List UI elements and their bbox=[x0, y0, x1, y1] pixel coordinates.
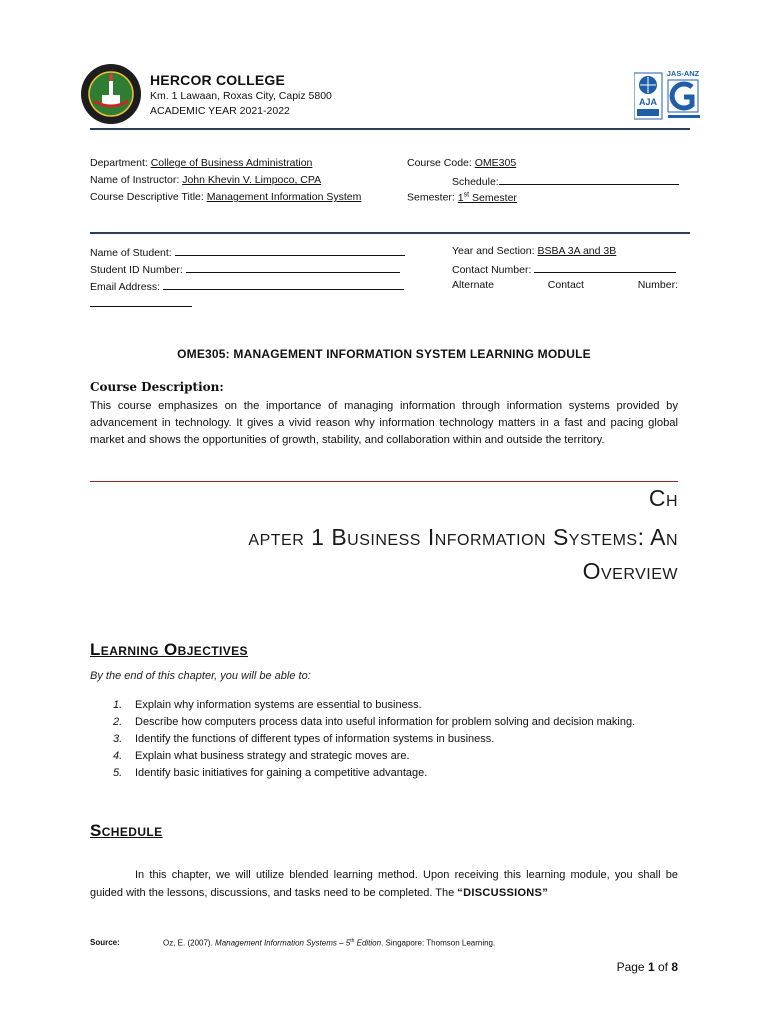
email-blank-continued bbox=[90, 296, 192, 307]
student-id-line: Student ID Number: bbox=[90, 262, 400, 276]
email-blank bbox=[163, 279, 404, 290]
contact-line: Contact Number: bbox=[452, 262, 676, 276]
accreditation-logos bbox=[634, 67, 704, 123]
course-title-value: Management Information System bbox=[206, 191, 362, 203]
college-name: HERCOR COLLEGE bbox=[150, 72, 286, 88]
discussions-keyword: “DISCUSSIONS” bbox=[457, 887, 548, 899]
aja-logo-text: AJA bbox=[638, 97, 658, 107]
college-address: Km. 1 Lawaan, Roxas City, Capiz 5800 bbox=[150, 90, 332, 102]
objectives-list bbox=[90, 697, 678, 782]
objective-item: 1. Explain why information systems are essential to business. bbox=[113, 699, 422, 711]
chapter-heading-line2: apter 1 Business Information Systems: An bbox=[248, 524, 678, 550]
contact-blank bbox=[534, 262, 676, 273]
objective-item: 4. Explain what business strategy and strategic moves are. bbox=[113, 750, 410, 762]
objective-item: 2. Describe how computers process data into useful information for problem solving and decision making. bbox=[113, 716, 636, 728]
student-name-blank bbox=[175, 245, 405, 256]
schedule-heading: Schedule bbox=[90, 821, 163, 840]
course-description-heading: Course Description: bbox=[90, 380, 224, 394]
course-description: This course emphasizes on the importance of managing information through information systems provided by advancement in technology. It gives a vivid reason why information technology matters in a fast and pacing global market and shows the opportunities of growth, stability, and collaboration within and outside the territory. bbox=[90, 400, 678, 446]
schedule-paragraph: In this chapter, we will utilize blended learning method. Upon receiving this learning module, you shall be guided with the lessons, discussions, and tasks need to be completed. The “DISCUSSIONS” bbox=[90, 869, 678, 899]
schedule-line: Schedule: bbox=[452, 174, 679, 188]
semester-value: 1st Semester bbox=[457, 191, 517, 204]
objective-item: 5. Identify basic initiatives for gaining a competitive advantage. bbox=[113, 767, 428, 779]
objectives-intro: By the end of this chapter, you will be able to: bbox=[90, 670, 311, 682]
chapter-rule bbox=[90, 481, 678, 482]
instructor-value: John Khevin V. Limpoco, CPA bbox=[182, 174, 322, 186]
chapter-number: 1 bbox=[311, 524, 325, 550]
module-title: OME305: MANAGEMENT INFORMATION SYSTEM LEARNING MODULE bbox=[177, 347, 591, 361]
header-divider bbox=[90, 128, 690, 130]
year-section-line: Year and Section: BSBA 3A and 3B bbox=[452, 245, 664, 257]
learning-objectives-heading: Learning Objectives bbox=[90, 640, 248, 659]
email-line: Email Address: bbox=[90, 279, 404, 293]
semester-line: Semester: 1st Semester bbox=[407, 191, 605, 204]
instructor-line: Name of Instructor: John Khevin V. Limpoco, CPA bbox=[90, 174, 363, 186]
student-name-line: Name of Student: bbox=[90, 245, 405, 259]
chapter-heading-line3: Overview bbox=[582, 558, 678, 584]
objective-item: 3. Identify the functions of different types of information systems in business. bbox=[113, 733, 495, 745]
schedule-blank bbox=[499, 174, 679, 185]
chapter-heading-line1: Ch bbox=[648, 485, 678, 511]
jasanz-logo-text: JAS-ANZ bbox=[666, 69, 700, 78]
year-section-value: BSBA 3A and 3B bbox=[537, 245, 617, 257]
college-seal-logo bbox=[80, 63, 142, 125]
course-code-line: Course Code: OME305 bbox=[407, 157, 638, 169]
student-id-blank bbox=[186, 262, 400, 273]
department-line: Department: College of Business Administration bbox=[90, 157, 360, 169]
source-label: Source: bbox=[90, 938, 120, 947]
academic-year: ACADEMIC YEAR 2021-2022 bbox=[150, 105, 290, 117]
source-citation: Oz, E. (2007). Management Information Systems – 5th Edition. Singapore: Thomson Learning. bbox=[163, 938, 496, 948]
info-divider bbox=[90, 232, 690, 234]
department-value: College of Business Administration bbox=[150, 157, 313, 169]
course-code-value: OME305 bbox=[474, 157, 517, 169]
course-title-line: Course Descriptive Title: Management Information System bbox=[90, 191, 365, 203]
alt-contact-line: Alternate Contact Number: bbox=[452, 279, 678, 291]
page-number: Page 1 of 8 bbox=[616, 960, 678, 974]
